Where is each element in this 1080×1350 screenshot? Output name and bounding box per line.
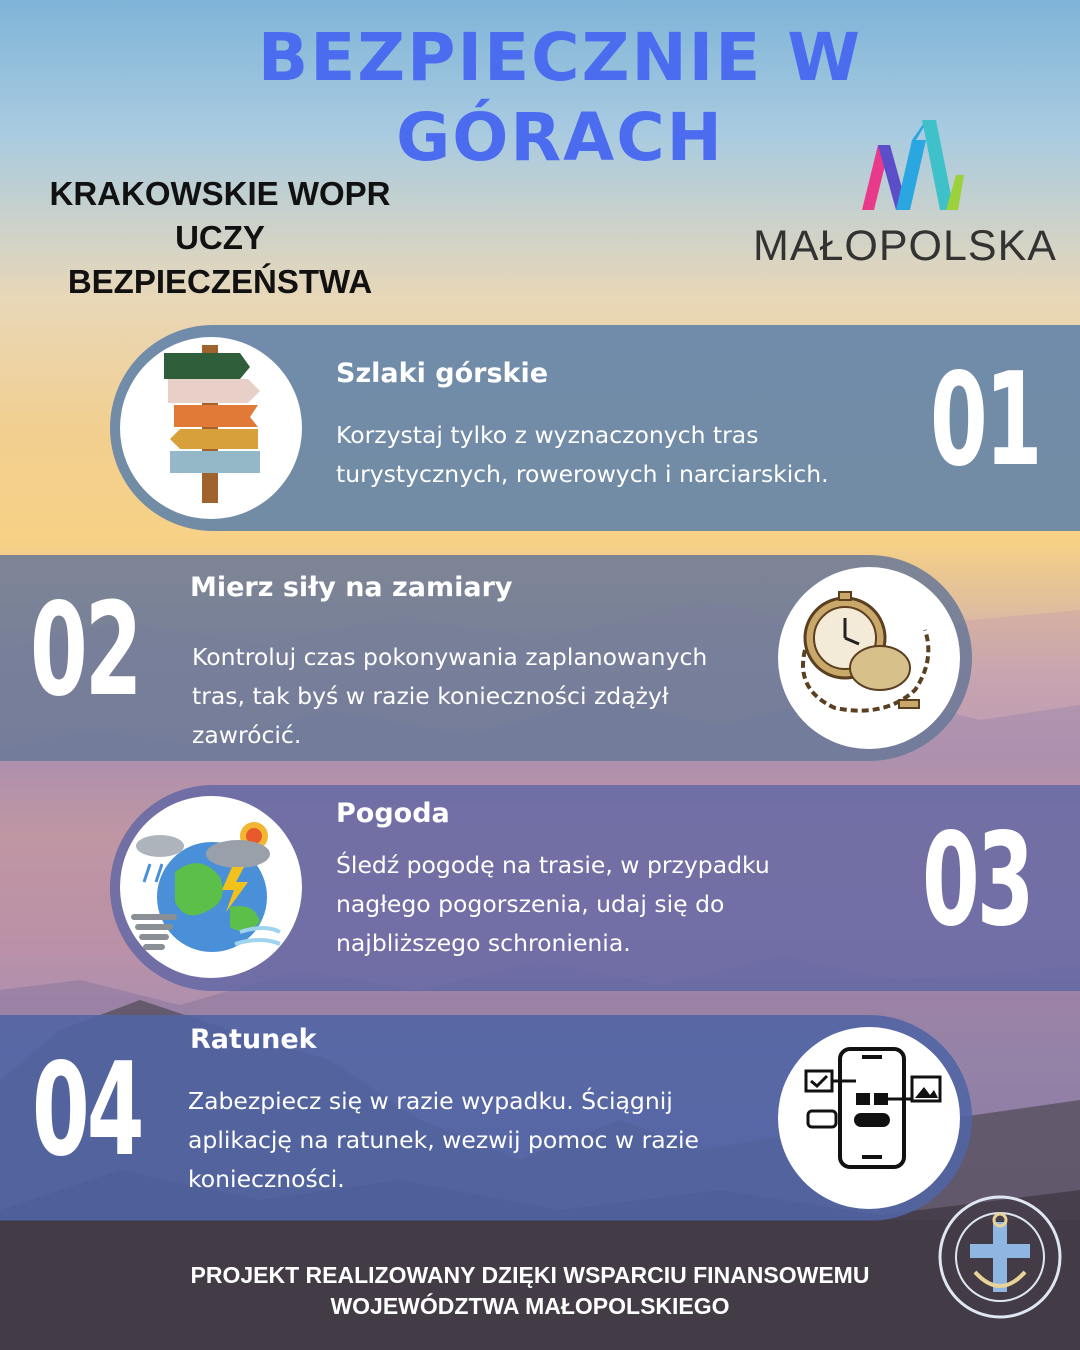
item-heading-01: Szlaki górskie [336,358,549,389]
malopolska-logo-text: MAŁOPOLSKA [753,222,1057,270]
item-heading-04: Ratunek [190,1024,317,1055]
item-description-01: Korzystaj tylko z wyznaczonych tras turystycznych, rowerowych i narciarskich. [336,421,829,488]
pocket-watch-icon [795,590,945,720]
phone-app-icon [800,1045,945,1173]
item-heading-03: Pogoda [336,798,450,829]
footer-text: PROJEKT REALIZOWANY DZIĘKI WSPARCIU FINANSOWEMU WOJEWÓDZTWA MAŁOPOLSKIEGO [190,1262,870,1319]
item-description-04: Zabezpiecz się w razie wypadku. Ściągnij aplikację na ratunek, wezwij pomoc w razie konieczności. [188,1087,699,1193]
malopolska-logo-icon [750,115,1060,215]
wopr-seal-icon [935,1192,1065,1322]
item-heading-02: Mierz siły na zamiary [190,572,513,603]
subtitle: KRAKOWSKIE WOPR UCZY BEZPIECZEŃSTWA [49,175,391,300]
page-title: BEZPIECZNIE W GÓRACH [257,19,863,176]
signpost-icon [150,345,272,507]
item-number-02: 02 [30,576,140,725]
item-description-02: Kontroluj czas pokonywania zaplanowanych tras, tak byś w razie konieczności zdążył zawrócić. [192,643,708,749]
item-number-01: 01 [930,346,1040,495]
item-description-03: Śledź pogodę na trasie, w przypadku nagłego pogorszenia, udaj się do najbliższego schronienia. [336,851,770,957]
item-number-04: 04 [32,1036,142,1185]
item-number-03: 03 [922,806,1032,955]
weather-globe-icon [130,812,290,962]
